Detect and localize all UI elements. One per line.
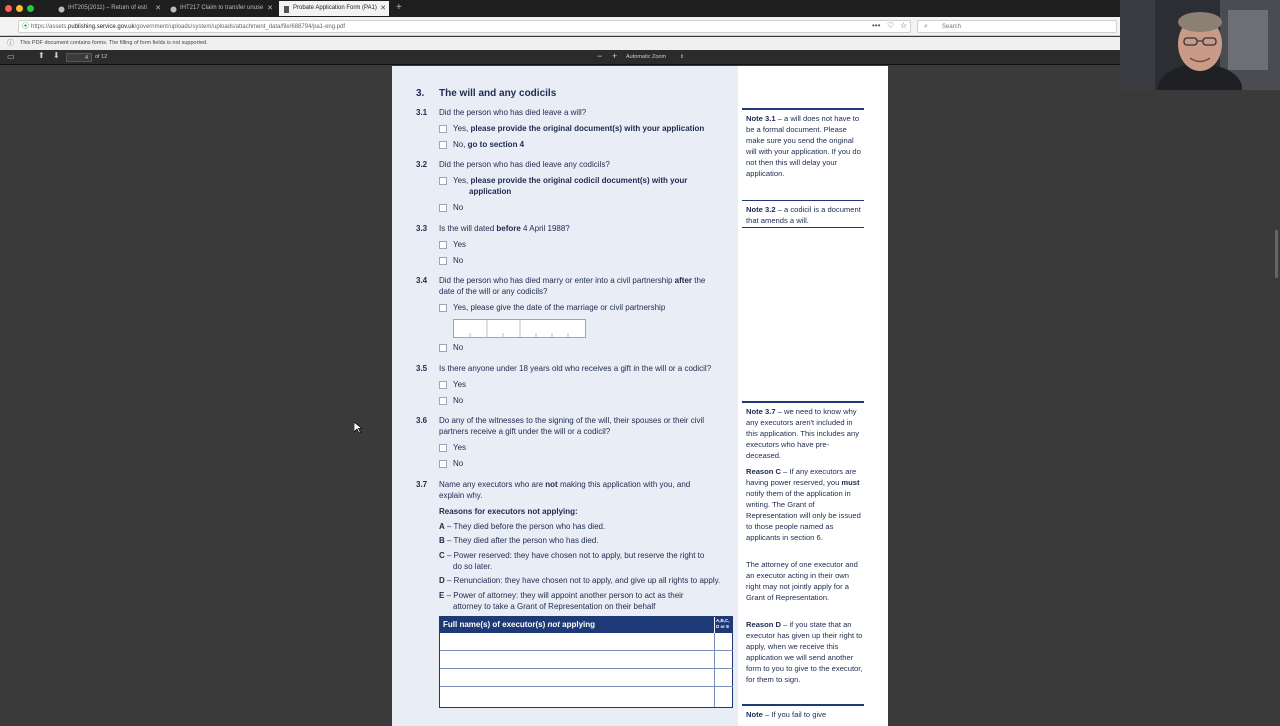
next-page-icon[interactable]: ⬇ (53, 51, 60, 60)
zoom-window-icon[interactable] (27, 5, 34, 12)
question-text-part: making this application with you, and (557, 480, 691, 489)
option-label (453, 124, 704, 134)
question-text-bold: before (496, 224, 521, 233)
header-part-emph: not (547, 620, 560, 629)
pdf-viewer[interactable] (0, 65, 1280, 720)
checkbox-3-4-no[interactable] (439, 344, 447, 352)
viewer-scrollbar-thumb[interactable] (1275, 230, 1278, 278)
close-tab-icon[interactable]: ✕ (380, 5, 386, 12)
question-text-bold: not (545, 480, 558, 489)
table-header-code (714, 617, 733, 633)
note-title: Note 3.1 (746, 114, 776, 123)
note-title: Reason D (746, 620, 782, 629)
sidebar-toggle-icon[interactable]: ▭ (7, 52, 15, 61)
checkbox-3-4-yes[interactable] (439, 304, 447, 312)
option-label: No (453, 203, 464, 212)
reason-letter: C (439, 551, 445, 560)
executors-table (439, 616, 733, 708)
tab-label: IHT205(2011) – Return of esti (68, 5, 147, 11)
option-label-bold: please provide the original codicil document(s) with your (470, 176, 688, 185)
note-text: – a will does not have to be a formal document. Please make sure you send the original will with your application. If you do not then this will delay your application. (746, 114, 861, 178)
question-number: 3.5 (416, 364, 428, 373)
notice-text: This PDF document contains forms. The filling of form fields is not supported. (20, 40, 208, 46)
executor-name-field-3[interactable] (440, 669, 714, 687)
question-text-part: 4 April 1988? (520, 224, 570, 233)
note-attorney (746, 559, 864, 603)
url-path: /government/uploads/system/uploads/attachment_data/file/688794/pa1-eng.pdf (134, 24, 346, 30)
page-total: of 12 (95, 54, 108, 60)
pocket-icon[interactable]: ♡ (887, 21, 895, 30)
marriage-date-input[interactable] (453, 319, 586, 338)
question-text-bold: after (674, 276, 693, 285)
note-rule (742, 704, 864, 706)
note-text: – if you state that an executor has given up their right to apply, when we receive this application we will send another form to you to give to the executor, for them to sign. (746, 620, 863, 684)
zoom-select[interactable] (626, 53, 686, 62)
question-number: 3.4 (416, 276, 428, 285)
checkbox-3-2-yes[interactable] (439, 177, 447, 185)
option-label: Yes (453, 443, 467, 452)
pdf-favicon-icon (283, 5, 290, 12)
code-header-line: A,B,C, (716, 618, 730, 623)
question-text: partners receive a gift under the will or a codicil? (439, 427, 611, 436)
reason-text: – Renunciation: they have chosen not to apply, and give up all rights to apply. (444, 576, 721, 585)
option-label (453, 140, 524, 150)
question-number: 3.7 (416, 480, 428, 489)
note-title: Note (746, 710, 763, 719)
question-number: 3.3 (416, 224, 428, 233)
option-label: No (453, 343, 464, 352)
reason-letter: B (439, 536, 445, 545)
option-label: No (453, 459, 464, 468)
executor-name-field-1[interactable] (440, 633, 714, 651)
search-icon: ⌕ (924, 23, 928, 30)
header-part: applying (559, 620, 596, 629)
browser-nav-bar (0, 17, 1120, 36)
question-text: Did the person who has died leave a will? (439, 108, 587, 117)
note-rule (742, 227, 864, 228)
note-reason-d (746, 619, 864, 685)
table-header-label (443, 620, 595, 630)
mouse-cursor-icon (354, 422, 362, 434)
section-title: The will and any codicils (439, 88, 557, 99)
browser-tab-bar (0, 0, 1280, 17)
question-text-part: the (692, 276, 706, 285)
search-placeholder: Search (942, 24, 962, 30)
note-reason-c (746, 466, 864, 543)
presenter-video-image (1120, 0, 1280, 90)
zoom-label: Automatic Zoom (626, 54, 667, 60)
question-text (439, 224, 570, 234)
option-label-bold: please provide the original document(s) with your application (470, 124, 705, 133)
note-title: Note 3.2 (746, 205, 776, 214)
gov-uk-favicon-icon (58, 5, 65, 12)
note-3-2 (746, 204, 864, 226)
code-header-line: D or E (716, 624, 730, 629)
reason-text: do so later. (453, 562, 493, 571)
close-tab-icon[interactable]: ✕ (155, 5, 161, 12)
tab-iht205[interactable] (54, 1, 164, 16)
question-text: Did the person who has died leave any codicils? (439, 160, 610, 169)
option-label-bold: go to section 4 (467, 140, 525, 149)
note-last (746, 709, 864, 720)
note-rule (742, 200, 864, 201)
reason-text: – They died before the person who has died. (444, 522, 606, 531)
checkbox-3-3-no[interactable] (439, 257, 447, 265)
option-label-bold: application (469, 187, 512, 196)
executor-code-field-4[interactable] (714, 687, 733, 707)
executor-code-field-3[interactable] (714, 669, 733, 687)
option-label: Yes, please give the date of the marriage or civil partnership (453, 303, 666, 312)
search-input[interactable] (917, 20, 1117, 33)
reason-item-b (439, 536, 599, 546)
reason-item-d (439, 576, 720, 586)
note-title: Reason C (746, 467, 782, 476)
question-text-part: Did the person who has died marry or enter into a civil partnership (439, 276, 675, 285)
chevron-updown-icon: ⇕ (679, 54, 684, 60)
info-icon: ⓘ (7, 40, 14, 47)
note-text-bold: must (841, 478, 860, 487)
url-domain: publishing.service.gov.uk (68, 24, 135, 30)
option-label: No (453, 256, 464, 265)
checkbox-3-5-yes[interactable] (439, 381, 447, 389)
note-3-7 (746, 406, 864, 461)
question-number: 3.1 (416, 108, 428, 117)
question-number: 3.6 (416, 416, 428, 425)
new-tab-plus-icon[interactable]: + (396, 2, 402, 13)
tab-label: IHT217 Claim to transfer unuse (180, 5, 264, 11)
question-text: Do any of the witnesses to the signing of the will, their spouses or their civil (439, 416, 705, 425)
gov-uk-favicon-icon (170, 5, 177, 12)
reason-text: – Power of attorney: they will appoint another person to act as their (444, 591, 684, 600)
url-bar[interactable] (18, 20, 911, 33)
pdf-page (392, 66, 888, 726)
question-number: 3.2 (416, 160, 428, 169)
checkbox-3-1-no[interactable] (439, 141, 447, 149)
page-number-input[interactable]: 4 (66, 53, 92, 62)
header-part: Full name(s) of executor(s) (443, 620, 548, 629)
reasons-heading: Reasons for executors not applying: (439, 507, 578, 516)
section-number: 3. (416, 88, 425, 99)
close-window-icon[interactable] (5, 5, 12, 12)
note-text: – If any executors are having power reserved, you (746, 467, 857, 487)
checkbox-3-1-yes[interactable] (439, 125, 447, 133)
webcam-overlay (1120, 0, 1280, 90)
note-3-1 (746, 113, 864, 179)
tab-iht217[interactable] (166, 1, 276, 16)
zoom-in-button[interactable]: + (612, 51, 618, 61)
tab-probate-application[interactable] (279, 1, 389, 16)
reason-item-c (439, 551, 704, 561)
question-text-part: explain why. (439, 491, 483, 500)
note-text: – we need to know why any executors aren't included in this application. This includes any executors who have pre-deceased. (746, 407, 859, 460)
question-text (439, 480, 690, 490)
option-label: Yes (453, 240, 467, 249)
option-label-prefix: Yes, (453, 176, 471, 185)
option-label-prefix: No, (453, 140, 468, 149)
date-input-dividers (454, 320, 585, 337)
executor-code-field-2[interactable] (714, 651, 733, 669)
checkbox-3-5-no[interactable] (439, 397, 447, 405)
reason-text: – Power reserved: they have chosen not to apply, but reserve the right to (444, 551, 705, 560)
reason-letter: A (439, 522, 445, 531)
question-text-part: Name any executors who are (439, 480, 546, 489)
option-label: Yes (453, 380, 467, 389)
note-title: Note 3.7 (746, 407, 776, 416)
option-label-prefix: Yes, (453, 124, 471, 133)
lock-icon: ⦿ (22, 23, 29, 30)
note-text: – If you fail to give (762, 710, 827, 719)
executor-name-field-2[interactable] (440, 651, 714, 669)
note-text: notify them of the application in writing. The Grant of Representation will only be issued to those people named as applicants in section 6. (746, 489, 861, 542)
minimize-window-icon[interactable] (16, 5, 23, 12)
pdf-forms-notice (0, 37, 1120, 50)
reason-item-e (439, 591, 684, 601)
close-tab-icon[interactable]: ✕ (267, 5, 273, 12)
option-label: No (453, 396, 464, 405)
question-text-part: date of the will or any codicils? (439, 287, 548, 296)
pdf-toolbar (0, 50, 1280, 65)
bookmark-star-icon[interactable]: ☆ (900, 21, 908, 30)
page-actions-icon[interactable]: ••• (872, 21, 881, 30)
question-text-part: Is the will dated (439, 224, 497, 233)
previous-page-icon[interactable]: ⬆ (38, 51, 45, 60)
reason-item-a (439, 522, 605, 532)
note-text: The attorney of one executor and an executor acting in their own right may not jointly apply for a Grant of Representation. (746, 560, 858, 602)
executor-code-field-1[interactable] (714, 633, 733, 651)
table-header (440, 617, 714, 633)
note-rule (742, 401, 864, 403)
reason-text: – They died after the person who has died. (444, 536, 599, 545)
reason-text: attorney to take a Grant of Representation on their behalf (453, 602, 656, 611)
checkbox-3-6-yes[interactable] (439, 444, 447, 452)
checkbox-3-3-yes[interactable] (439, 241, 447, 249)
question-text: Is there anyone under 18 years old who receives a gift in the will or a codicil? (439, 364, 712, 373)
tab-label: Probate Application Form (PA1) (293, 5, 377, 11)
reason-letter: D (439, 576, 445, 585)
option-label (453, 176, 687, 186)
note-text: – a codicil is a document that amends a will. (746, 205, 861, 225)
note-rule (742, 108, 864, 110)
zoom-out-button[interactable]: − (597, 51, 603, 61)
reason-letter: E (439, 591, 445, 600)
checkbox-3-2-no[interactable] (439, 204, 447, 212)
executor-name-field-4[interactable] (440, 687, 714, 707)
url-prefix: https://assets. (31, 24, 69, 30)
question-text (439, 276, 705, 286)
checkbox-3-6-no[interactable] (439, 460, 447, 468)
